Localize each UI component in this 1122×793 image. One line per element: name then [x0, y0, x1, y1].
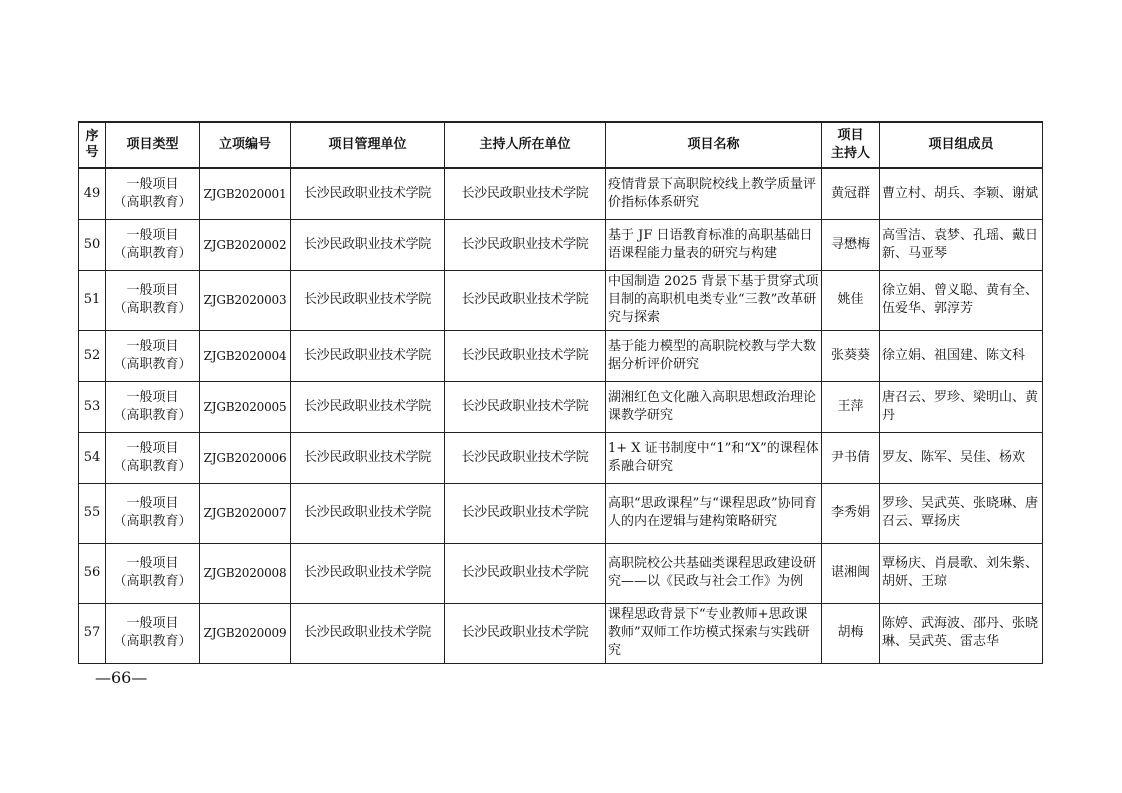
cell-members: 唐召云、罗珍、梁明山、黄丹: [880, 381, 1043, 432]
cell-index: 54: [79, 432, 106, 483]
table-row: [79, 219, 1043, 270]
cell-members: 罗珍、吴武英、张晓琳、唐召云、覃扬庆: [880, 483, 1043, 543]
cell-project-name: 疫情背景下高职院校线上教学质量评价指标体系研究: [606, 168, 822, 219]
cell-members: 陈婷、武海波、邵丹、张晓琳、吴武英、雷志华: [880, 603, 1043, 663]
type-line-2: （高职教育）: [113, 634, 192, 649]
project-table: [78, 121, 1043, 664]
type-line-2: （高职教育）: [113, 574, 192, 589]
cell-code: ZJGB2020005: [200, 381, 291, 432]
table-row: [79, 432, 1043, 483]
table-row: [79, 543, 1043, 603]
cell-code: ZJGB2020001: [200, 168, 291, 219]
cell-type: [106, 381, 200, 432]
cell-code: ZJGB2020002: [200, 219, 291, 270]
type-line-1: 一般项目: [126, 496, 179, 511]
header-project-name: 项目名称: [606, 122, 822, 168]
type-line-2: （高职教育）: [113, 514, 192, 529]
cell-code: ZJGB2020004: [200, 330, 291, 381]
header-host: 项目 主持人: [822, 122, 880, 168]
table-row: [79, 270, 1043, 330]
cell-project-name: 高职“思政课程”与“课程思政”协同育人的内在逻辑与建构策略研究: [606, 483, 822, 543]
cell-code: ZJGB2020006: [200, 432, 291, 483]
cell-index: 53: [79, 381, 106, 432]
header-index: 序 号: [79, 122, 106, 168]
cell-code: ZJGB2020003: [200, 270, 291, 330]
cell-host-unit: 长沙民政职业技术学院: [445, 543, 606, 603]
cell-host: 李秀娟: [822, 483, 880, 543]
type-line-1: 一般项目: [126, 338, 179, 354]
cell-index: 56: [79, 543, 106, 603]
cell-host-unit: 长沙民政职业技术学院: [445, 330, 606, 381]
cell-host-unit: 长沙民政职业技术学院: [445, 219, 606, 270]
cell-host: 寻懋梅: [822, 219, 880, 270]
cell-code: ZJGB2020009: [200, 603, 291, 663]
header-members: 项目组成员: [880, 122, 1043, 168]
cell-code: ZJGB2020008: [200, 543, 291, 603]
cell-mgmt-unit: 长沙民政职业技术学院: [291, 168, 445, 219]
cell-members: 高雪洁、袁梦、孔瑶、戴日新、马亚琴: [880, 219, 1043, 270]
type-line-1: 一般项目: [126, 176, 179, 192]
type-line-1: 一般项目: [126, 616, 179, 631]
type-line-1: 一般项目: [126, 389, 179, 405]
cell-mgmt-unit: 长沙民政职业技术学院: [291, 432, 445, 483]
type-line-2: （高职教育）: [113, 301, 192, 316]
cell-index: 52: [79, 330, 106, 381]
cell-project-name: 高职院校公共基础类课程思政建设研究——以《民政与社会工作》为例: [606, 543, 822, 603]
cell-index: 51: [79, 270, 106, 330]
cell-index: 49: [79, 168, 106, 219]
cell-type: [106, 168, 200, 219]
cell-type: [106, 543, 200, 603]
cell-members: 徐立娟、祖国建、陈文科: [880, 330, 1043, 381]
cell-project-name: 基于能力模型的高职院校教与学大数据分析评价研究: [606, 330, 822, 381]
table-body: [79, 168, 1043, 663]
cell-host: 黄冠群: [822, 168, 880, 219]
cell-members: 覃杨庆、肖晨歌、刘朱紫、胡妍、王琼: [880, 543, 1043, 603]
cell-index: 50: [79, 219, 106, 270]
cell-host: 王萍: [822, 381, 880, 432]
table-row: [79, 330, 1043, 381]
header-code: 立项编号: [200, 122, 291, 168]
cell-host: 尹书倩: [822, 432, 880, 483]
cell-host: 胡梅: [822, 603, 880, 663]
cell-index: 55: [79, 483, 106, 543]
header-host-unit: 主持人所在单位: [445, 122, 606, 168]
cell-mgmt-unit: 长沙民政职业技术学院: [291, 381, 445, 432]
table-row: [79, 483, 1043, 543]
type-line-1: 一般项目: [126, 283, 179, 298]
table-header-row: [79, 122, 1043, 168]
header-mgmt-unit: 项目管理单位: [291, 122, 445, 168]
header-type: 项目类型: [106, 122, 200, 168]
cell-type: [106, 330, 200, 381]
type-line-2: （高职教育）: [113, 194, 192, 210]
cell-host-unit: 长沙民政职业技术学院: [445, 432, 606, 483]
cell-project-name: 1+ X 证书制度中“1”和“X”的课程体系融合研究: [606, 432, 822, 483]
cell-type: [106, 603, 200, 663]
cell-project-name: 课程思政背景下“专业教师+思政课教师”双师工作坊模式探索与实践研究: [606, 603, 822, 663]
cell-project-name: 基于 JF 日语教育标准的高职基础日语课程能力量表的研究与构建: [606, 219, 822, 270]
cell-type: [106, 483, 200, 543]
type-line-2: （高职教育）: [113, 458, 192, 474]
table-row: [79, 168, 1043, 219]
type-line-2: （高职教育）: [113, 245, 192, 261]
cell-host: 谌湘闽: [822, 543, 880, 603]
cell-host: 张葵葵: [822, 330, 880, 381]
cell-members: 罗友、陈军、吴佳、杨欢: [880, 432, 1043, 483]
table-row: [79, 381, 1043, 432]
type-line-1: 一般项目: [126, 556, 179, 571]
cell-host: 姚佳: [822, 270, 880, 330]
cell-mgmt-unit: 长沙民政职业技术学院: [291, 483, 445, 543]
cell-project-name: 湖湘红色文化融入高职思想政治理论课教学研究: [606, 381, 822, 432]
cell-type: [106, 432, 200, 483]
cell-type: [106, 219, 200, 270]
cell-mgmt-unit: 长沙民政职业技术学院: [291, 219, 445, 270]
type-line-1: 一般项目: [126, 440, 179, 456]
cell-mgmt-unit: 长沙民政职业技术学院: [291, 603, 445, 663]
type-line-1: 一般项目: [126, 227, 179, 243]
cell-members: 曹立村、胡兵、李颖、谢斌: [880, 168, 1043, 219]
cell-host-unit: 长沙民政职业技术学院: [445, 168, 606, 219]
cell-host-unit: 长沙民政职业技术学院: [445, 483, 606, 543]
cell-project-name: 中国制造 2025 背景下基于贯穿式项目制的高职机电类专业“三教”改革研究与探索: [606, 270, 822, 330]
cell-host-unit: 长沙民政职业技术学院: [445, 603, 606, 663]
cell-mgmt-unit: 长沙民政职业技术学院: [291, 330, 445, 381]
cell-code: ZJGB2020007: [200, 483, 291, 543]
cell-mgmt-unit: 长沙民政职业技术学院: [291, 270, 445, 330]
cell-host-unit: 长沙民政职业技术学院: [445, 270, 606, 330]
cell-host-unit: 长沙民政职业技术学院: [445, 381, 606, 432]
table-row: [79, 603, 1043, 663]
cell-type: [106, 270, 200, 330]
type-line-2: （高职教育）: [113, 356, 192, 372]
cell-index: 57: [79, 603, 106, 663]
page-number: —66—: [95, 668, 148, 687]
cell-mgmt-unit: 长沙民政职业技术学院: [291, 543, 445, 603]
type-line-2: （高职教育）: [113, 407, 192, 423]
cell-members: 徐立娟、曾义聪、黄有全、伍爱华、郭淳芳: [880, 270, 1043, 330]
